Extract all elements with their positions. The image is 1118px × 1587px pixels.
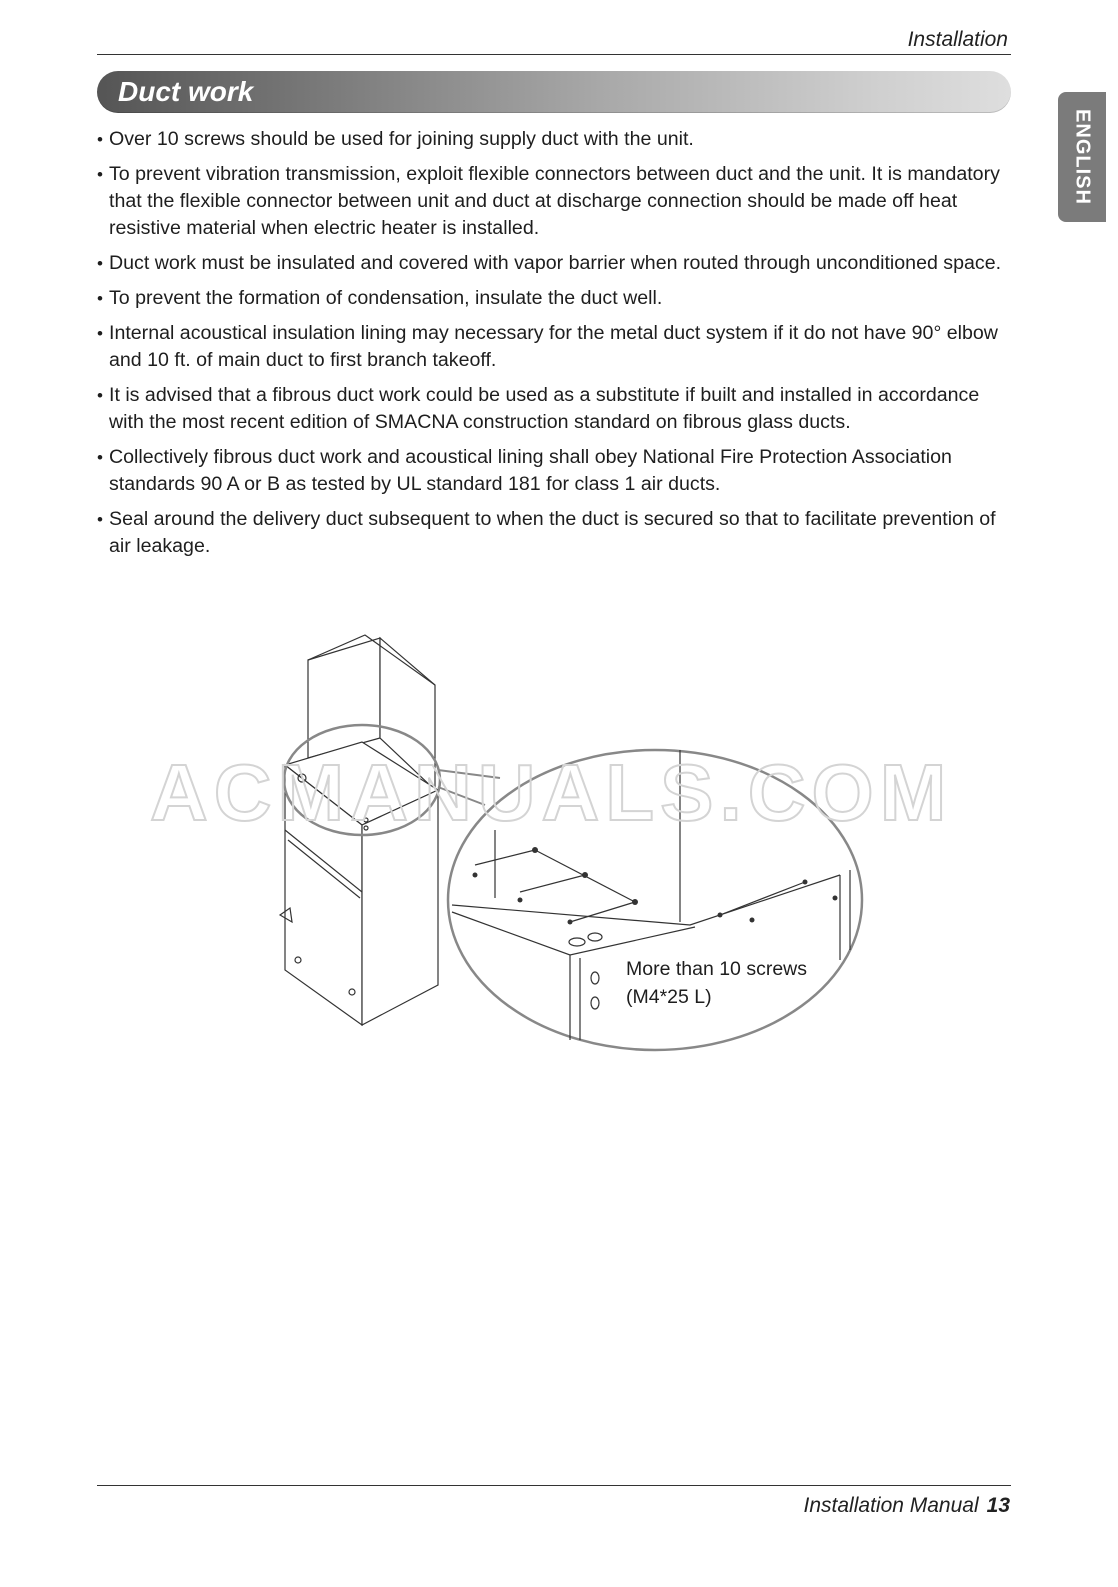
callout-line-1: More than 10 screws <box>626 958 807 980</box>
callout-line-2: (M4*25 L) <box>626 986 712 1008</box>
section-title: Duct work <box>118 76 254 107</box>
watermark: ACMANUALS.COM <box>150 748 953 837</box>
bullet-item: • Internal acoustical insulation lining may necessary for the metal duct system if it do not have 90° elbow and 10 ft. of main duct to first branch takeoff. <box>97 320 1009 374</box>
bullet-list <box>97 126 1009 568</box>
bullet-item: • Duct work must be insulated and covered with vapor barrier when routed through unconditioned space. <box>97 250 1009 277</box>
duct-illustration <box>140 630 970 1060</box>
footer-label: Installation Manual <box>803 1494 979 1517</box>
language-tab-label: ENGLISH <box>1071 109 1094 205</box>
bullet-item: • Collectively fibrous duct work and acoustical lining shall obey National Fire Protection Association standards 90 A or B as tested by UL standard 181 for class 1 air ducts. <box>97 444 1009 498</box>
bullet-item: • Over 10 screws should be used for joining supply duct with the unit. <box>97 126 1009 153</box>
footer <box>804 1494 1010 1518</box>
screws-callout <box>626 955 807 1011</box>
page-number: 13 <box>986 1494 1010 1517</box>
footer-rule <box>97 1485 1011 1486</box>
bullet-item: • To prevent vibration transmission, exploit flexible connectors between duct and the unit. It is mandatory that the flexible connector between unit and duct at discharge connection should be made off heat resistive material when electric heater is installed. <box>97 161 1009 242</box>
bullet-item: • Seal around the delivery duct subsequent to when the duct is secured so that to facilitate prevention of air leakage. <box>97 506 1009 560</box>
header-section-title: Installation <box>907 28 1008 51</box>
bullet-item: • It is advised that a fibrous duct work could be used as a substitute if built and installed in accordance with the most recent edition of SMACNA construction standard on fibrous glass ducts. <box>97 382 1009 436</box>
section-title-bar <box>97 71 1011 113</box>
header-rule <box>97 54 1011 55</box>
bullet-item: • To prevent the formation of condensation, insulate the duct well. <box>97 285 1009 312</box>
duct-left-face <box>308 638 380 758</box>
duct-installation-figure <box>140 630 970 1060</box>
language-tab <box>1058 92 1106 222</box>
